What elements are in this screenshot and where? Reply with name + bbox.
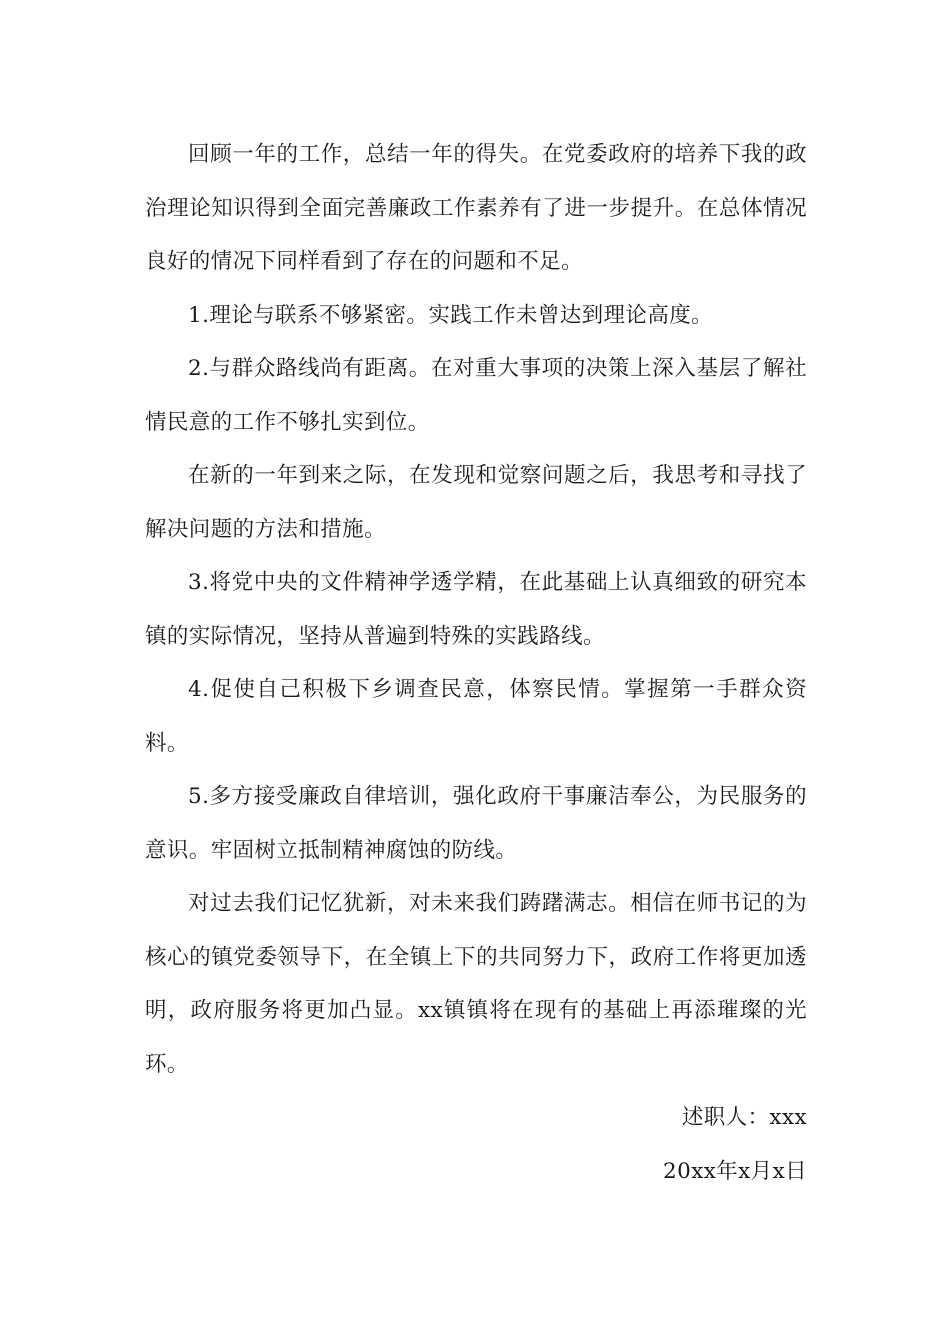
paragraph-item-3: 3.将党中央的文件精神学透学精，在此基础上认真细致的研究本镇的实际情况，坚持从普遍到特殊的实践路线。 <box>145 570 807 649</box>
paragraph-item-5: 5.多方接受廉政自律培训，强化政府干事廉洁奉公，为民服务的意识。牢固树立抵制精神腐蚀的防线。 <box>145 784 807 863</box>
paragraph-review: 回顾一年的工作，总结一年的得失。在党委政府的培养下我的政治理论知识得到全面完善廉政工作素养有了进一步提升。在总体情况良好的情况下同样看到了存在的问题和不足。 <box>145 142 807 274</box>
signature-reporter: 述职人：xxx <box>681 1105 807 1130</box>
signature-date: 20xx年x月x日 <box>663 1158 807 1184</box>
paragraph-item-2: 2.与群众路线尚有距离。在对重大事项的决策上深入基层了解社情民意的工作不够扎实到位。 <box>145 356 807 435</box>
paragraph-item-4: 4.促使自己积极下乡调查民意，体察民情。掌握第一手群众资料。 <box>145 677 807 756</box>
paragraph-conclusion: 对过去我们记忆犹新，对未来我们踌躇满志。相信在师书记的为核心的镇党委领导下，在全镇上下的共同努力下，政府工作将更加透明，政府服务将更加凸显。xx镇镇将在现有的基础上再添璀璨的光环。 <box>145 891 807 1077</box>
paragraph-item-1: 1.理论与联系不够紧密。实践工作未曾达到理论高度。 <box>188 302 714 328</box>
paragraph-new-year: 在新的一年到来之际，在发现和觉察问题之后，我思考和寻找了解决问题的方法和措施。 <box>145 463 807 542</box>
document-body <box>145 128 807 1198</box>
